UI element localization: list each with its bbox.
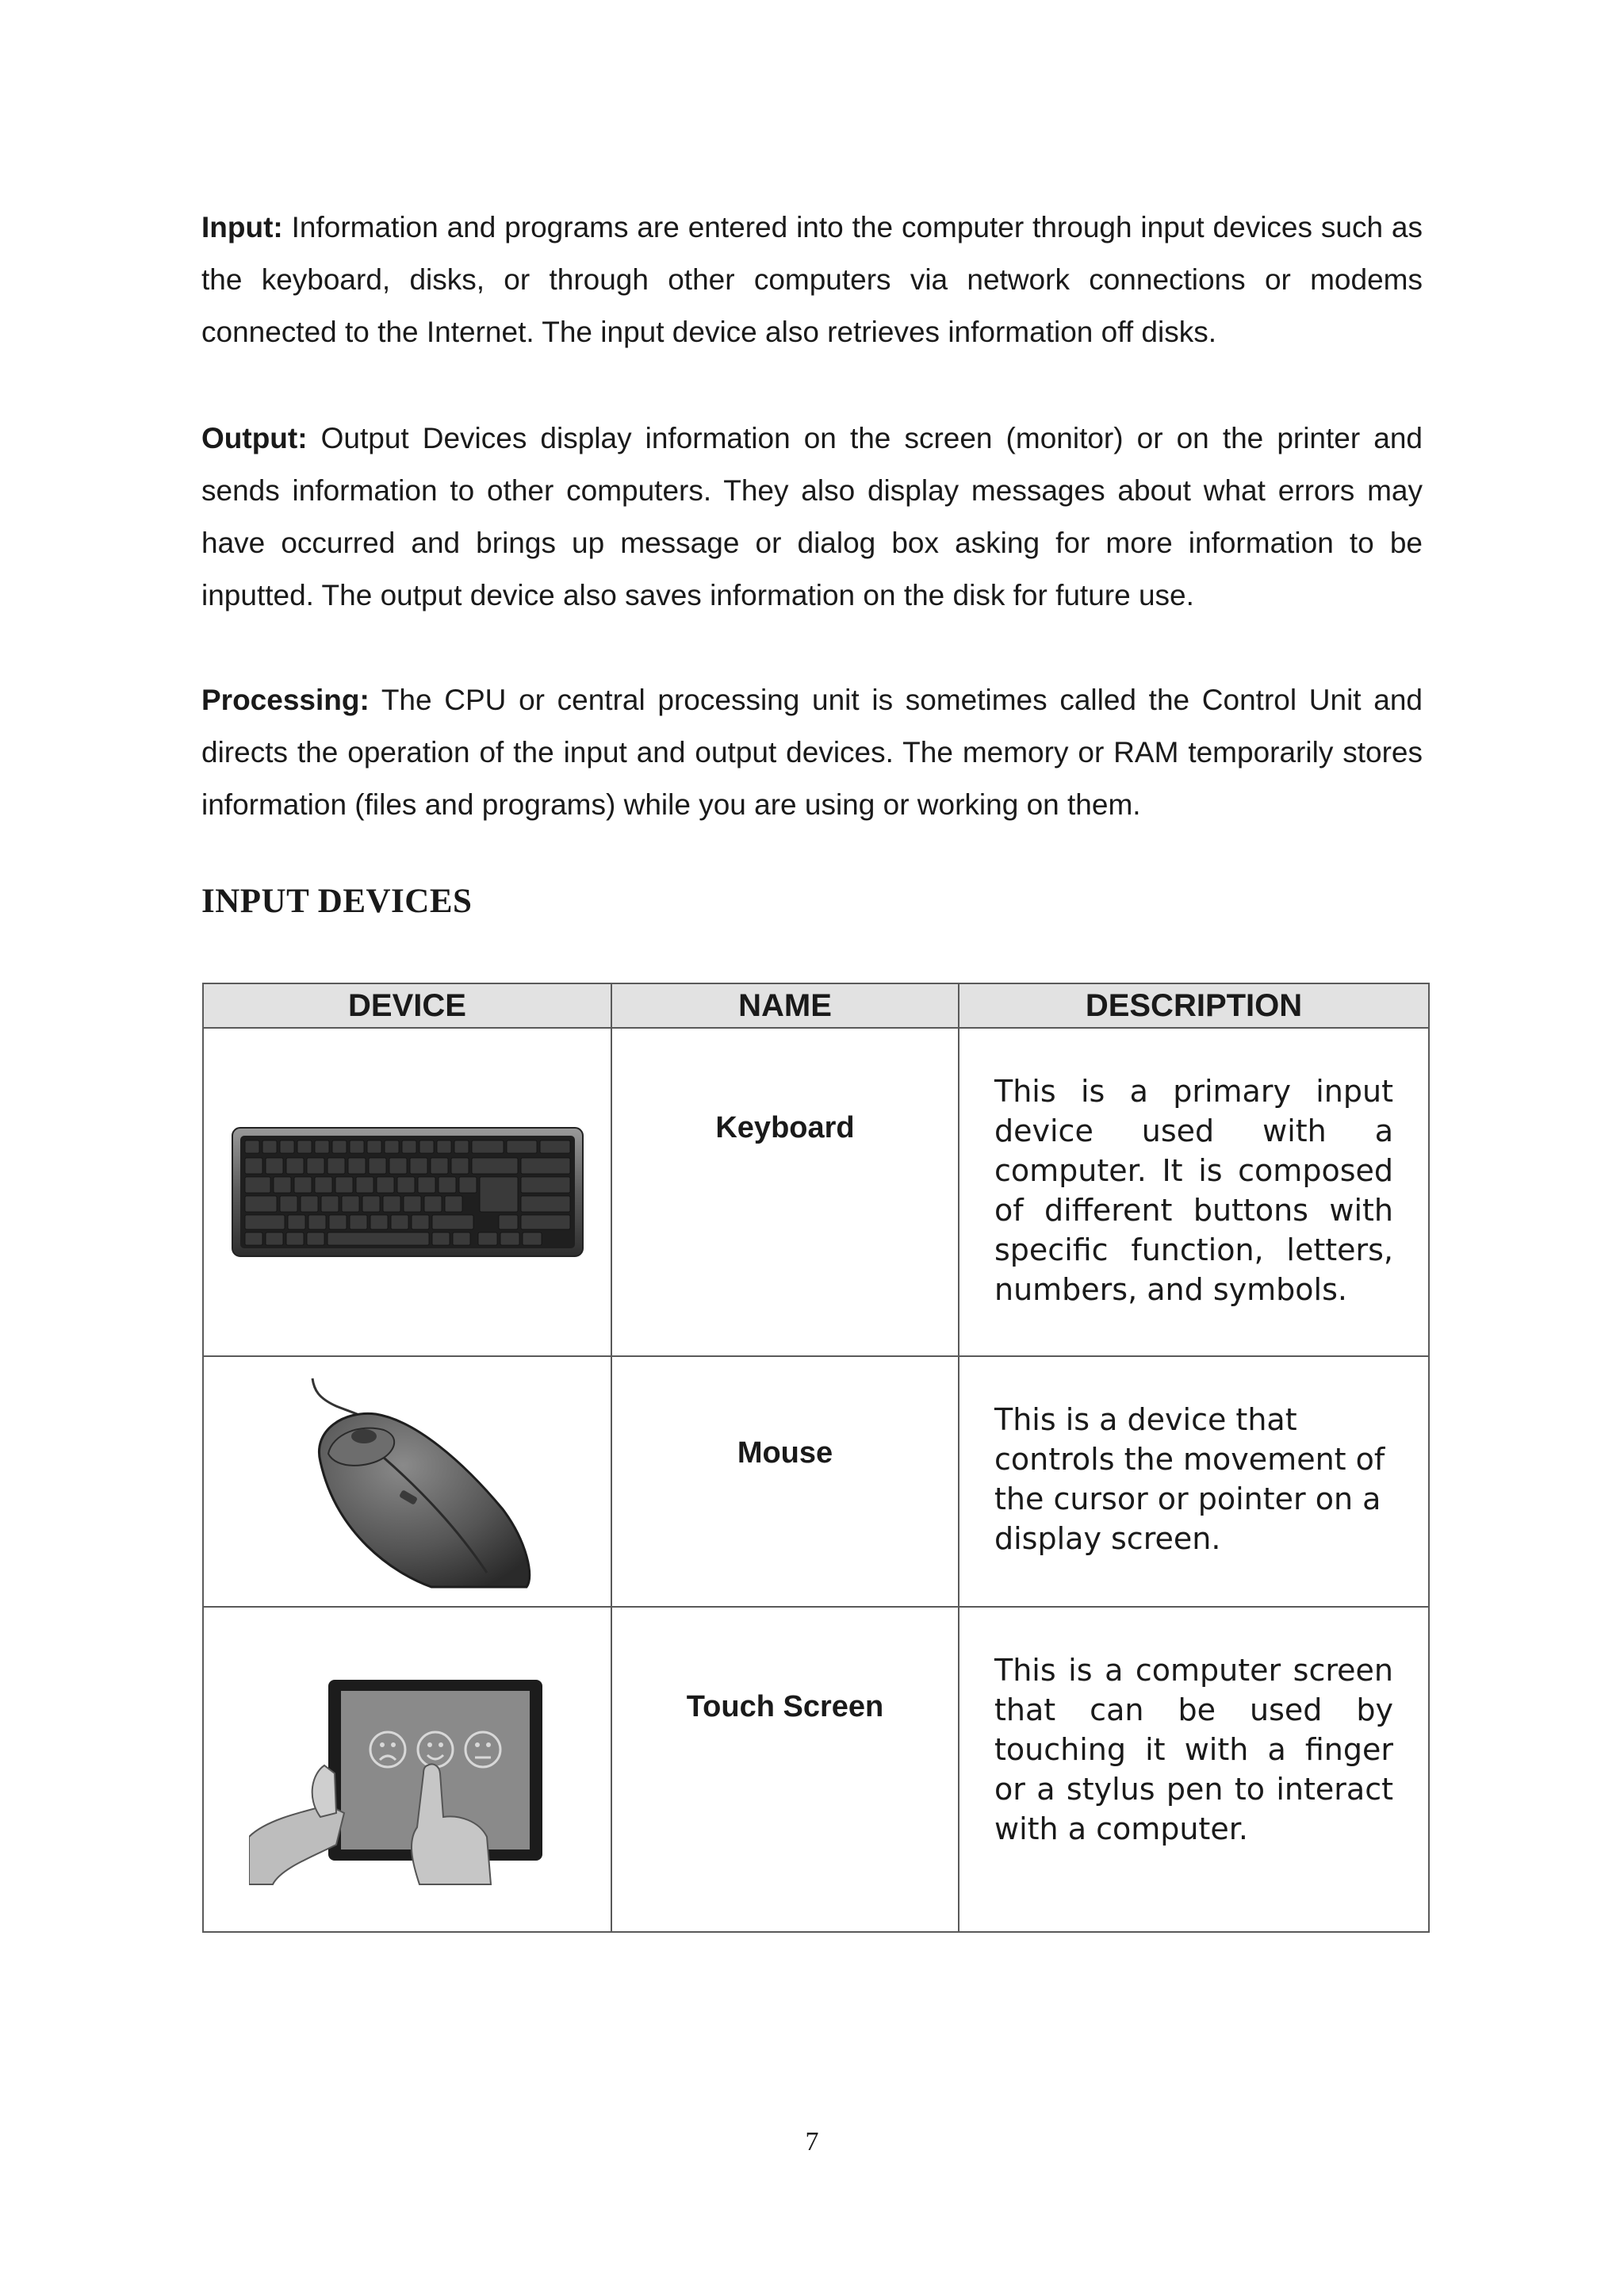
table-header-row: [203, 983, 1429, 1028]
table-row: [203, 1028, 1429, 1356]
paragraph-input-label: Input:: [201, 211, 283, 243]
device-description: This is a device that controls the movement of the cursor or pointer on a display screen.: [994, 1402, 1385, 1556]
header-description: DESCRIPTION: [959, 983, 1429, 1028]
keyboard-image: [229, 1125, 586, 1259]
device-image-cell: [203, 1607, 611, 1932]
page-number: 7: [805, 2127, 819, 2156]
header-device: DEVICE: [203, 983, 611, 1028]
device-name-cell: [611, 1607, 959, 1932]
device-name-cell: [611, 1356, 959, 1607]
paragraph-output: [201, 412, 1423, 622]
device-description-cell: [959, 1356, 1429, 1607]
device-image-cell: [203, 1028, 611, 1356]
device-description: This is a computer screen that can be used by touching it with a finger or a stylus pen to interact with a computer.: [994, 1653, 1393, 1846]
device-description: This is a primary input device used with a computer. It is composed of different buttons with specific function, letters, numbers, and symbols.: [994, 1074, 1393, 1307]
device-name-cell: [611, 1028, 959, 1356]
device-name: Touch Screen: [686, 1690, 884, 1723]
mouse-image: [273, 1374, 542, 1589]
touch-screen-image: [249, 1646, 566, 1892]
paragraph-output-text: Output Devices display information on the screen (monitor) or on the printer and sends information to other computers. They also display messages about what errors may have occurred and brings up message or dialog box asking for more information to be inputted. The output device also saves information on the disk for future use.: [201, 422, 1423, 611]
paragraph-processing: [201, 674, 1423, 831]
paragraph-processing-text: The CPU or central processing unit is sometimes called the Control Unit and directs the operation of the input and output devices. The memory or RAM temporarily stores information (files and programs) while you are using or working on them.: [201, 684, 1423, 821]
table-row: [203, 1607, 1429, 1932]
device-name: Keyboard: [715, 1111, 855, 1144]
device-name: Mouse: [737, 1436, 833, 1470]
paragraph-input: [201, 201, 1423, 358]
paragraph-processing-label: Processing:: [201, 684, 370, 716]
header-name: NAME: [611, 983, 959, 1028]
input-devices-table: [202, 983, 1430, 1933]
device-description-cell: [959, 1607, 1429, 1932]
device-image-cell: [203, 1356, 611, 1607]
paragraph-input-text: Information and programs are entered into the computer through input devices such as the keyboard, disks, or through other computers via network connections or modems connected to the Internet. The input device also retrieves information off disks.: [201, 211, 1423, 348]
section-heading: INPUT DEVICES: [201, 883, 473, 920]
table-row: [203, 1356, 1429, 1607]
device-description-cell: [959, 1028, 1429, 1356]
paragraph-output-label: Output:: [201, 422, 308, 454]
